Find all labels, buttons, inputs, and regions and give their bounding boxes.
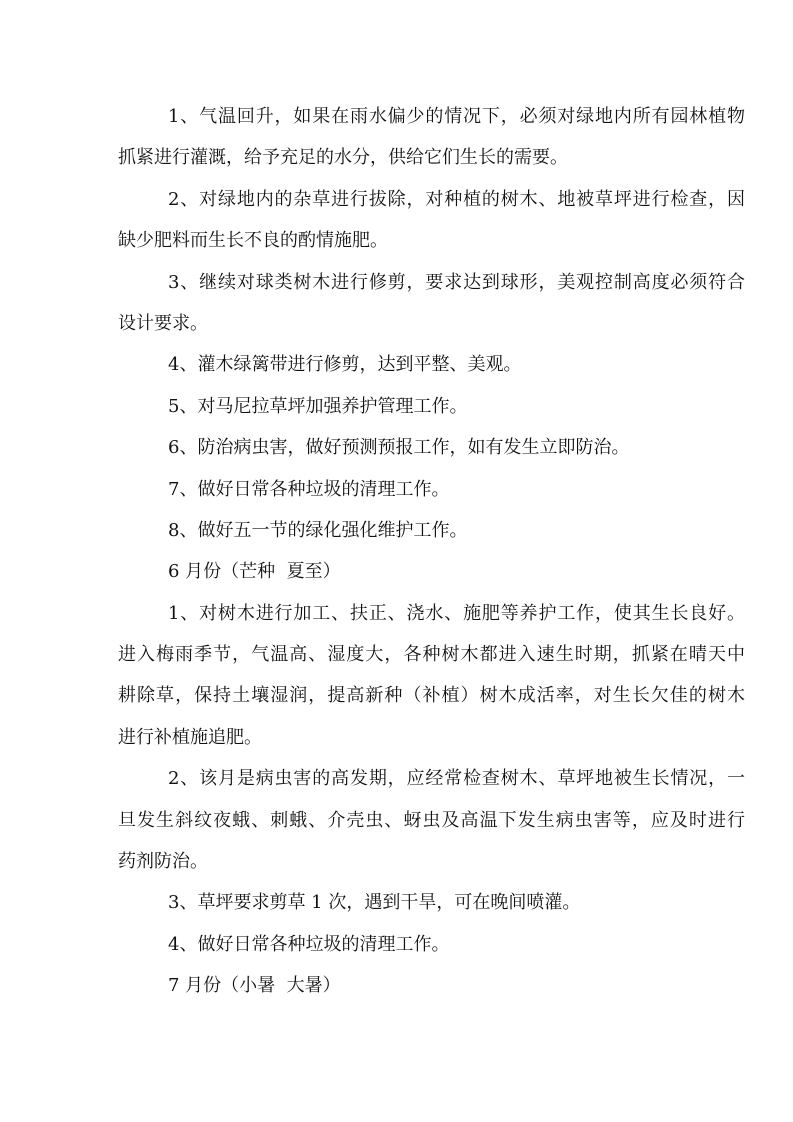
text-line: 旦发生斜纹夜蛾、刺蛾、介壳虫、蚜虫及高温下发生病虫害等，应及时进行 <box>118 809 745 831</box>
text-line: 缺少肥料而生长不良的酌情施肥。 <box>118 230 388 252</box>
text-line: 抓紧进行灌溉，给予充足的水分，供给它们生长的需要。 <box>118 147 568 169</box>
text-line: 耕除草，保持土壤湿润，提高新种（补植）树木成活率，对生长欠佳的树木 <box>118 685 745 707</box>
text-line: 进行补植施追肥。 <box>118 726 262 748</box>
paragraph <box>118 262 745 345</box>
paragraph <box>118 882 745 923</box>
month-heading-text: 6 月份（芒种 夏至） <box>168 561 341 583</box>
text-line: 药剂防治。 <box>118 851 208 873</box>
text-line: 6、防治病虫害，做好预测预报工作，如有发生立即防治。 <box>168 437 630 459</box>
text-line: 设计要求。 <box>118 312 208 334</box>
paragraph <box>118 924 745 965</box>
month-heading-text: 7 月份（小暑 大暑） <box>168 975 341 997</box>
paragraph <box>118 386 745 427</box>
paragraph <box>118 344 745 385</box>
text-line: 3、草坪要求剪草 1 次，遇到干旱，可在晚间喷灌。 <box>168 892 581 914</box>
paragraph <box>118 427 745 468</box>
month-heading <box>118 965 745 1006</box>
text-line: 4、做好日常各种垃圾的清理工作。 <box>168 933 450 955</box>
text-line: 2、对绿地内的杂草进行拔除，对种植的树木、地被草坪进行检查，因 <box>168 188 745 210</box>
paragraph <box>118 758 745 882</box>
paragraph <box>118 510 745 551</box>
text-line: 4、灌木绿篱带进行修剪，达到平整、美观。 <box>168 354 522 376</box>
document-body <box>118 96 745 1007</box>
text-line: 5、对马尼拉草坪加强养护管理工作。 <box>168 395 468 417</box>
text-line: 2、该月是病虫害的高发期，应经常检查树木、草坪地被生长情况，一 <box>168 768 745 790</box>
paragraph <box>118 179 745 262</box>
text-line: 3、继续对球类树木进行修剪，要求达到球形，美观控制高度必须符合 <box>168 271 745 293</box>
month-heading <box>118 551 745 592</box>
paragraph <box>118 593 745 759</box>
text-line: 7、做好日常各种垃圾的清理工作。 <box>168 478 450 500</box>
paragraph <box>118 469 745 510</box>
text-line: 1、气温回升，如果在雨水偏少的情况下，必须对绿地内所有园林植物 <box>168 106 745 127</box>
paragraph <box>118 96 745 179</box>
text-line: 1、对树木进行加工、扶正、浇水、施肥等养护工作，使其生长良好。 <box>168 602 745 624</box>
text-line: 8、做好五一节的绿化强化维护工作。 <box>168 519 468 541</box>
text-line: 进入梅雨季节，气温高、湿度大，各种树木都进入速生时期，抓紧在晴天中 <box>118 644 745 666</box>
